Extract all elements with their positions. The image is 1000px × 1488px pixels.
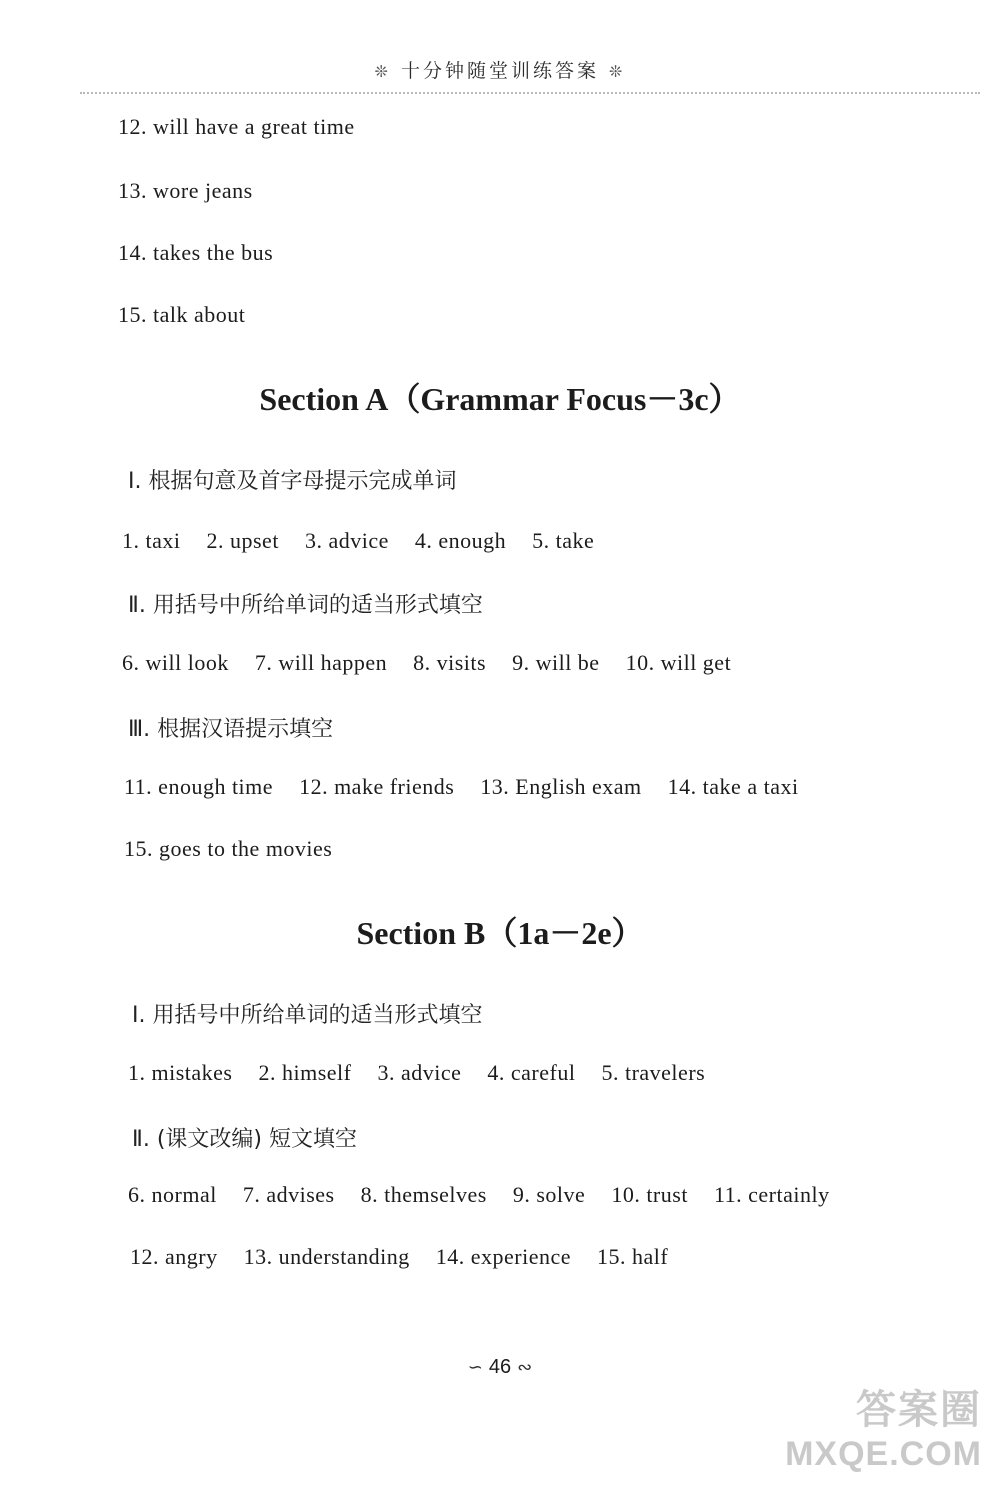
page-header — [0, 56, 1000, 83]
section-a-part1-heading: Ⅰ. 根据句意及首字母提示完成单词 — [128, 469, 457, 494]
answer-item: 11. certainly — [713, 1182, 830, 1207]
answer-line: 13. wore jeans — [118, 178, 253, 203]
answer-item: 15. goes to the movies — [124, 836, 333, 861]
answer-item: 9. solve — [512, 1182, 586, 1207]
answer-item: 6. will look — [122, 650, 229, 675]
watermark-en: MXQE.COM — [785, 1435, 982, 1473]
section-a-part2-answers — [122, 650, 757, 676]
answer-item: 13. English exam — [480, 774, 642, 799]
answer-item: 12. make friends — [299, 774, 455, 799]
answer-item: 12. angry — [130, 1244, 218, 1269]
section-b-part2-heading: Ⅱ. (课文改编) 短文填空 — [132, 1127, 357, 1152]
section-a-part3-answers-line1 — [124, 774, 825, 800]
answer-item: 1. mistakes — [128, 1060, 233, 1085]
section-a-subtitle: （Grammar Focus－3c） — [388, 381, 741, 417]
answer-item: 7. advises — [242, 1182, 335, 1207]
answer-item: 10. trust — [611, 1182, 688, 1207]
answer-item: 5. travelers — [601, 1060, 706, 1085]
section-b-part2-answers-line2 — [130, 1244, 694, 1270]
section-a-part2-heading: Ⅱ. 用括号中所给单词的适当形式填空 — [128, 593, 483, 618]
watermark-logo — [785, 1378, 982, 1474]
answer-item: 8. themselves — [360, 1182, 487, 1207]
answer-item: 8. visits — [413, 650, 487, 675]
section-a-part1-answers — [122, 528, 620, 554]
section-a-part3-answers-line2 — [124, 836, 358, 862]
header-divider — [80, 92, 980, 94]
section-b-part1-heading: Ⅰ. 用括号中所给单词的适当形式填空 — [132, 1003, 483, 1028]
section-b-subtitle: （1a－2e） — [485, 915, 644, 951]
section-b-title: Section B — [356, 915, 486, 951]
section-b-part2-answers-line1 — [128, 1182, 830, 1208]
section-b-part1-answers — [128, 1060, 731, 1086]
answer-item: 10. will get — [625, 650, 732, 675]
swirl-right-icon: ∾ — [517, 1357, 533, 1377]
answer-item: 2. himself — [258, 1060, 352, 1085]
header-title: 十分钟随堂训练答案 — [400, 60, 599, 82]
ornament-icon: ❊ — [609, 62, 626, 81]
answer-item: 14. experience — [435, 1244, 572, 1269]
section-a-title: Section A — [259, 381, 389, 417]
swirl-left-icon: ∽ — [467, 1357, 483, 1377]
answer-item: 11. enough time — [124, 774, 274, 799]
section-b-heading — [0, 908, 1000, 954]
ornament-icon: ❊ — [374, 62, 391, 81]
answer-item: 14. take a taxi — [667, 774, 799, 799]
answer-line: 14. takes the bus — [118, 240, 274, 265]
answer-item: 7. will happen — [254, 650, 388, 675]
answer-item: 5. take — [532, 528, 595, 553]
answer-item: 1. taxi — [122, 528, 181, 553]
page-footer — [0, 1356, 1000, 1379]
answer-item: 13. understanding — [243, 1244, 410, 1269]
section-a-heading — [0, 374, 1000, 420]
answer-item: 4. careful — [487, 1060, 576, 1085]
answer-line: 15. talk about — [118, 302, 246, 327]
answer-item: 3. advice — [304, 528, 389, 553]
answer-item: 6. normal — [128, 1182, 217, 1207]
answer-item: 3. advice — [377, 1060, 462, 1085]
answer-line: 12. will have a great time — [118, 114, 355, 139]
answer-item: 2. upset — [206, 528, 279, 553]
answer-item: 4. enough — [414, 528, 507, 553]
answer-item: 9. will be — [512, 650, 600, 675]
page-number: 46 — [488, 1356, 512, 1378]
section-a-part3-heading: Ⅲ. 根据汉语提示填空 — [128, 717, 334, 742]
watermark-cn: 答案圈 — [856, 1388, 982, 1432]
answer-item: 15. half — [597, 1244, 669, 1269]
